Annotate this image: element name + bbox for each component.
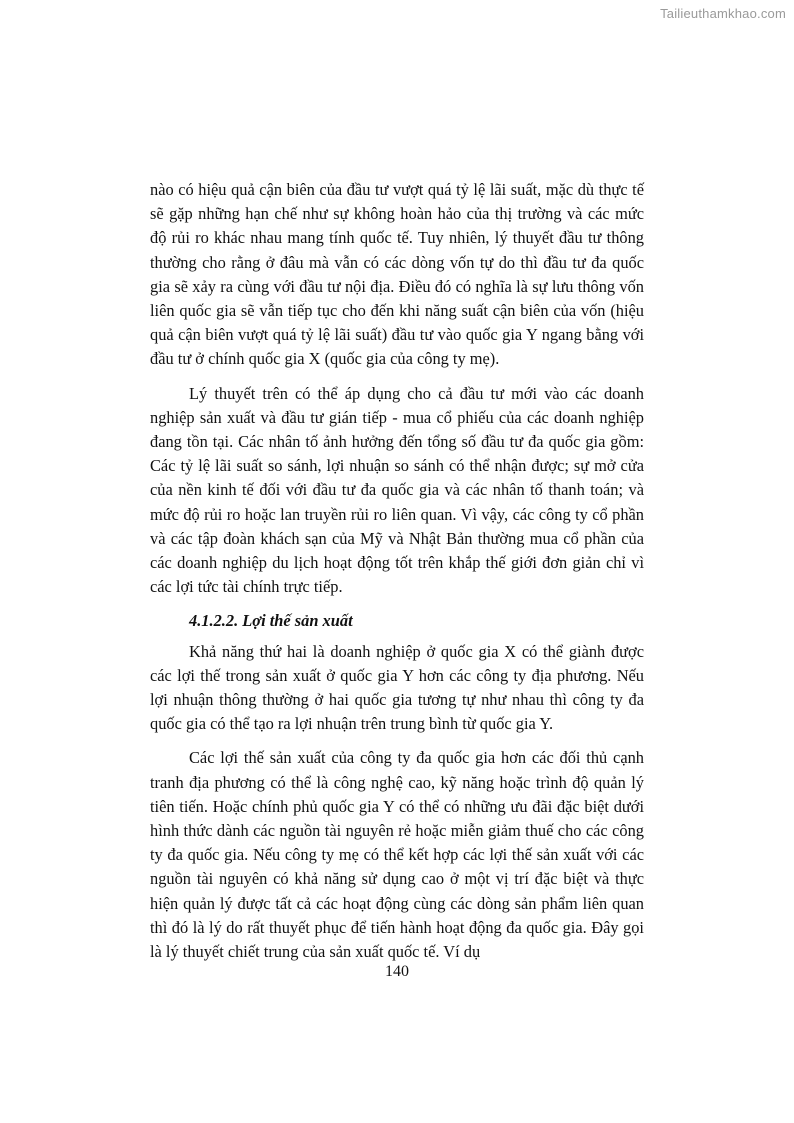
paragraph-3: Khả năng thứ hai là doanh nghiệp ở quốc gia X có thể giành được các lợi thế trong sản xuất ở quốc gia Y hơn các công ty địa phương. Nếu lợi nhuận thông thường ở hai quốc gia tương tự như nhau thì công ty đa quốc gia có thể tạo ra lợi nhuận trên trung bình từ quốc gia Y.	[150, 641, 644, 734]
paragraph-1: nào có hiệu quả cận biên của đầu tư vượt quá tỷ lệ lãi suất, mặc dù thực tế sẽ gặp những hạn chế như sự không hoàn hảo của thị trường và các mức độ rủi ro khác nhau mang tính quốc tế. Tuy nhiên, lý thuyết đầu tư thông thường cho rằng ở đâu mà vẫn có các dòng vốn tự do thì đầu tư đa quốc gia sẽ xảy ra cùng với đầu tư nội địa. Điều đó có nghĩa là sự lưu thông vốn liên quốc gia sẽ vẫn tiếp tục cho đến khi năng suất cận biên của vốn (hiệu quả cận biên vượt quá tỷ lệ lãi suất) đầu tư vào quốc gia Y ngang bằng với đầu tư ở chính quốc gia X (quốc gia của công ty mẹ).	[150, 180, 644, 369]
paragraph-4: Các lợi thế sản xuất của công ty đa quốc gia hơn các đối thủ cạnh tranh địa phương có thể là công nghệ cao, kỹ năng hoặc trình độ quản lý tiên tiến. Hoặc chính phủ quốc gia Y có thể có những ưu đãi đặc biệt dưới hình thức dành các nguồn tài nguyên rẻ hoặc miễn giảm thuế cho các công ty đa quốc gia. Nếu công ty mẹ có thể kết hợp các lợi thế sản xuất với các nguồn tài nguyên có khả năng sử dụng cao ở một vị trí đặc biệt và thực hiện quản lý được tất cả các hoạt động cùng các dòng sản phẩm liên quan thì đó là lý do rất thuyết phục để tiến hành hoạt động đa quốc gia. Đây gọi là lý thuyết chiết trung của sản xuất quốc tế. Ví dụ	[150, 748, 644, 962]
watermark-text: Tailieuthamkhao.com	[660, 6, 786, 21]
document-body	[150, 178, 644, 974]
section-heading: 4.1.2.2. Lợi thế sản xuất	[189, 611, 353, 631]
page-number: 140	[385, 963, 409, 980]
paragraph-2: Lý thuyết trên có thể áp dụng cho cả đầu tư mới vào các doanh nghiệp sản xuất và đầu tư gián tiếp - mua cổ phiếu của các doanh nghiệp đang tồn tại. Các nhân tố ảnh hưởng đến tổng số đầu tư đa quốc gia gồm: Các tỷ lệ lãi suất so sánh, lợi nhuận so sánh có thể nhận được; sự mở cửa của nền kinh tế đối với đầu tư đa quốc gia và các nhân tố thanh toán; và mức độ rủi ro hoặc lan truyền rủi ro liên quan. Vì vậy, các công ty cổ phần và các tập đoàn khách sạn của Mỹ và Nhật Bản thường mua cổ phần của các doanh nghiệp du lịch hoạt động tốt trên khắp thế giới đơn giản chỉ vì các lợi tức tài chính trực tiếp.	[150, 383, 644, 597]
